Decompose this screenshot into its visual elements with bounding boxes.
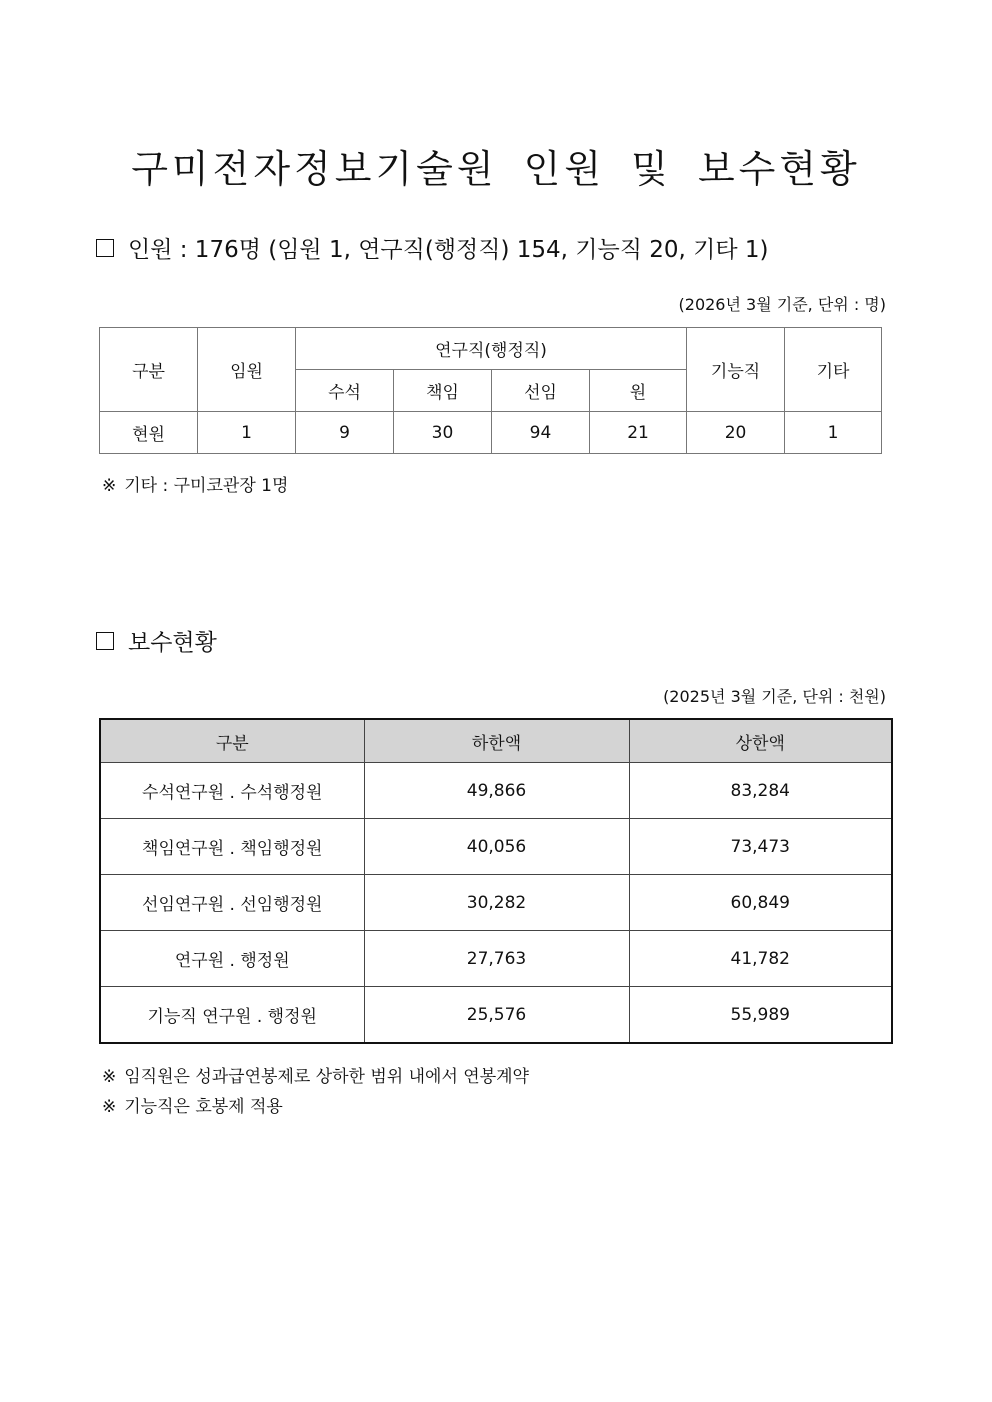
personnel-footnote bbox=[102, 471, 288, 496]
salary-unit-note: (2025년 3월 기준, 단위 : 천원) bbox=[663, 687, 886, 706]
row-upper: 60,849 bbox=[629, 875, 892, 931]
header-research-group: 연구직(행정직) bbox=[296, 328, 687, 370]
personnel-unit-note: (2026년 3월 기준, 단위 : 명) bbox=[678, 295, 886, 314]
personnel-heading-text: 인원 : 176명 (임원 1, 연구직(행정직) 154, 기능직 20, 기타 1) bbox=[128, 237, 769, 263]
header-chief: 수석 bbox=[296, 370, 394, 412]
row-lower: 30,282 bbox=[364, 875, 629, 931]
table-row bbox=[100, 875, 892, 931]
header-category: 구분 bbox=[100, 328, 198, 412]
row-category: 기능직 연구원 . 행정원 bbox=[100, 987, 364, 1044]
checkbox-square-icon bbox=[96, 632, 114, 650]
personnel-table bbox=[99, 327, 882, 454]
row-lower: 49,866 bbox=[364, 763, 629, 819]
page-title: 구미전자정보기술원 인원 및 보수현황 bbox=[131, 147, 861, 191]
row-category: 선임연구원 . 선임행정원 bbox=[100, 875, 364, 931]
cell-senior: 94 bbox=[492, 412, 590, 454]
cell-staff: 21 bbox=[590, 412, 687, 454]
salary-note bbox=[102, 1062, 529, 1087]
header-upper: 상한액 bbox=[629, 719, 892, 763]
reference-mark: ※ bbox=[102, 476, 117, 496]
salary-note-text: 기능직은 호봉제 적용 bbox=[124, 1097, 283, 1117]
row-category: 연구원 . 행정원 bbox=[100, 931, 364, 987]
checkbox-square-icon bbox=[96, 239, 114, 257]
header-executive: 임원 bbox=[198, 328, 296, 412]
header-responsible: 책임 bbox=[394, 370, 492, 412]
cell-technical: 20 bbox=[687, 412, 785, 454]
row-upper: 73,473 bbox=[629, 819, 892, 875]
header-other: 기타 bbox=[785, 328, 882, 412]
header-lower: 하한액 bbox=[364, 719, 629, 763]
table-row bbox=[100, 763, 892, 819]
header-category: 구분 bbox=[100, 719, 364, 763]
personnel-footnote-text: 기타 : 구미코관장 1명 bbox=[124, 476, 289, 496]
reference-mark: ※ bbox=[102, 1097, 117, 1117]
table-row bbox=[100, 931, 892, 987]
row-upper: 83,284 bbox=[629, 763, 892, 819]
cell-responsible: 30 bbox=[394, 412, 492, 454]
row-label: 현원 bbox=[100, 412, 198, 454]
salary-heading bbox=[96, 624, 217, 657]
header-senior: 선임 bbox=[492, 370, 590, 412]
row-lower: 25,576 bbox=[364, 987, 629, 1044]
reference-mark: ※ bbox=[102, 1067, 117, 1087]
row-upper: 41,782 bbox=[629, 931, 892, 987]
table-row bbox=[100, 412, 882, 454]
table-row bbox=[100, 819, 892, 875]
row-lower: 27,763 bbox=[364, 931, 629, 987]
cell-chief: 9 bbox=[296, 412, 394, 454]
row-lower: 40,056 bbox=[364, 819, 629, 875]
header-technical: 기능직 bbox=[687, 328, 785, 412]
salary-heading-text: 보수현황 bbox=[128, 630, 217, 656]
cell-other: 1 bbox=[785, 412, 882, 454]
cell-executive: 1 bbox=[198, 412, 296, 454]
row-upper: 55,989 bbox=[629, 987, 892, 1044]
salary-note bbox=[102, 1092, 283, 1117]
salary-note-text: 임직원은 성과급연봉제로 상하한 범위 내에서 연봉계약 bbox=[124, 1067, 529, 1087]
row-category: 수석연구원 . 수석행정원 bbox=[100, 763, 364, 819]
row-category: 책임연구원 . 책임행정원 bbox=[100, 819, 364, 875]
salary-table bbox=[99, 718, 893, 1044]
header-staff: 원 bbox=[590, 370, 687, 412]
personnel-heading bbox=[96, 231, 769, 264]
table-row bbox=[100, 987, 892, 1044]
